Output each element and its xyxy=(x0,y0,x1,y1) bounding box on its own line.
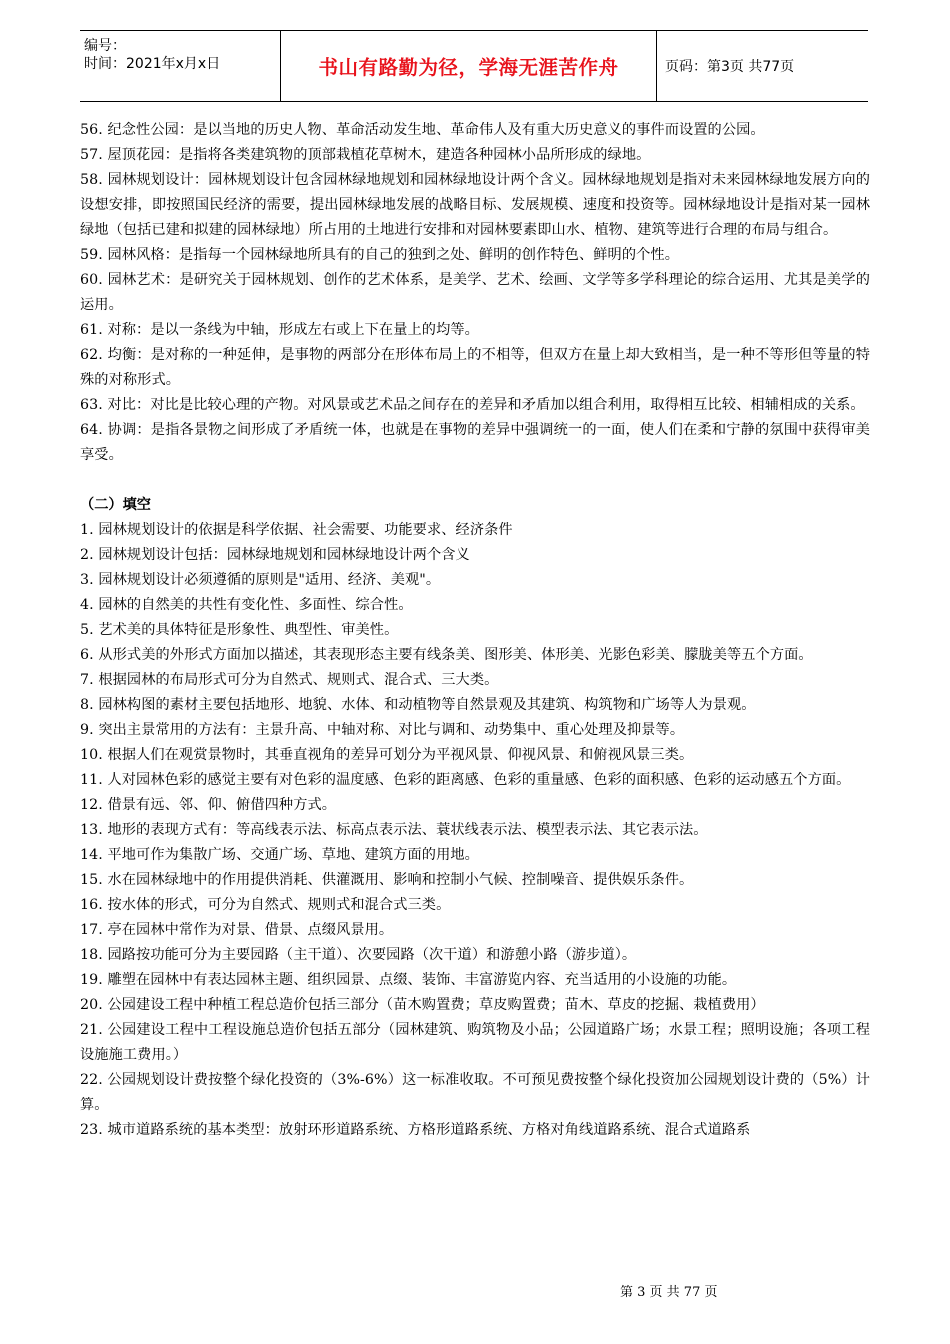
fill-blank-item: 11. 人对园林色彩的感觉主要有对色彩的温度感、色彩的距离感、色彩的重量感、色彩的面积感、色彩的运动感五个方面。 xyxy=(80,772,851,788)
fill-blank-item: 16. 按水体的形式，可分为自然式、规则式和混合式三类。 xyxy=(80,897,451,913)
fill-blank-item: 23. 城市道路系统的基本类型：放射环形道路系统、方格形道路系统、方格对角线道路系统、混合式道路系 xyxy=(80,1122,751,1138)
document-time-label: 时间：2021年x月x日 xyxy=(84,56,221,72)
fill-blank-item: 19. 雕塑在园林中有表达园林主题、组织园景、点缀、装饰、丰富游览内容、充当适用的小设施的功能。 xyxy=(80,972,737,988)
fill-blank-item: 15. 水在园林绿地中的作用提供消耗、供灌溉用、影响和控制小气候、控制噪音、提供娱乐条件。 xyxy=(80,872,694,888)
definition-62: 62. 均衡：是对称的一种延伸，是事物的两部分在形体布局上的不相等，但双方在量上却大致相当，是一种不等形但等量的特殊的对称形式。 xyxy=(80,347,870,388)
page-header xyxy=(80,30,868,102)
fill-blank-item: 21. 公园建设工程中工程设施总造价包括五部分（园林建筑、购筑物及小品；公园道路广场；水景工程；照明设施；各项工程设施施工费用。） xyxy=(80,1022,870,1063)
fill-blank-item: 20. 公园建设工程中种植工程总造价包括三部分（苗木购置费；草皮购置费；苗木、草皮的挖掘、栽植费用） xyxy=(80,997,765,1013)
header-page-info: 页码：第3页 共77页 xyxy=(665,59,795,75)
definition-59: 59. 园林风格：是指每一个园林绿地所具有的自己的独到之处、鲜明的创作特色、鲜明的个性。 xyxy=(80,247,679,263)
fill-blank-item: 2. 园林规划设计包括：园林绿地规划和园林绿地设计两个含义 xyxy=(80,547,470,563)
fill-blank-item: 9. 突出主景常用的方法有：主景升高、中轴对称、对比与调和、动势集中、重心处理及抑景等。 xyxy=(80,722,685,738)
section-title-fill-blank: （二）填空 xyxy=(80,497,151,513)
fill-blank-item: 12. 借景有远、邻、仰、俯借四种方式。 xyxy=(80,797,337,813)
document-number-label: 编号： xyxy=(84,38,126,54)
definition-63: 63. 对比：对比是比较心理的产物。对风景或艺术品之间存在的差异和矛盾加以组合利用，取得相互比较、相辅相成的关系。 xyxy=(80,397,865,413)
fill-blank-item: 3. 园林规划设计必须遵循的原则是"适用、经济、美观"。 xyxy=(80,572,441,588)
section-spacer xyxy=(80,468,870,493)
page-footer: 第 3 页 共 77 页 xyxy=(620,1285,718,1300)
fill-blank-item: 8. 园林构图的素材主要包括地形、地貌、水体、和动植物等自然景观及其建筑、构筑物和广场等人为景观。 xyxy=(80,697,756,713)
header-meta xyxy=(80,31,280,101)
fill-blank-item: 4. 园林的自然美的共性有变化性、多面性、综合性。 xyxy=(80,597,413,613)
header-motto: 书山有路勤为径，学海无涯苦作舟 xyxy=(280,31,657,101)
fill-blank-item: 1. 园林规划设计的依据是科学依据、社会需要、功能要求、经济条件 xyxy=(80,522,513,538)
definition-57: 57. 屋顶花园：是指将各类建筑物的顶部栽植花草树木，建造各种园林小品所形成的绿地。 xyxy=(80,147,651,163)
document-body xyxy=(80,118,870,1143)
definition-60: 60. 园林艺术：是研究关于园林规划、创作的艺术体系，是美学、艺术、绘画、文学等多学科理论的综合运用、尤其是美学的运用。 xyxy=(80,272,870,313)
fill-blank-item: 17. 亭在园林中常作为对景、借景、点缀风景用。 xyxy=(80,922,394,938)
fill-blank-item: 22. 公园规划设计费按整个绿化投资的（3%-6%）这一标准收取。不可预见费按整个绿化投资加公园规划设计费的（5%）计算。 xyxy=(80,1072,870,1113)
definition-56: 56. 纪念性公园：是以当地的历史人物、革命活动发生地、革命伟人及有重大历史意义的事件而设置的公园。 xyxy=(80,122,765,138)
definition-64: 64. 协调：是指各景物之间形成了矛盾统一体，也就是在事物的差异中强调统一的一面，使人们在柔和宁静的氛围中获得审美享受。 xyxy=(80,422,870,463)
fill-blank-item: 6. 从形式美的外形式方面加以描述，其表现形态主要有线条美、图形美、体形美、光影色彩美、朦胧美等五个方面。 xyxy=(80,647,813,663)
fill-blank-item: 7. 根据园林的布局形式可分为自然式、规则式、混合式、三大类。 xyxy=(80,672,499,688)
definition-61: 61. 对称：是以一条线为中轴，形成左右或上下在量上的均等。 xyxy=(80,322,479,338)
fill-blank-item: 14. 平地可作为集散广场、交通广场、草地、建筑方面的用地。 xyxy=(80,847,479,863)
definition-58: 58. 园林规划设计：园林规划设计包含园林绿地规划和园林绿地设计两个含义。园林绿地规划是指对未来园林绿地发展方向的设想安排，即按照国民经济的需要，提出园林绿地发展的战略目标、发展规模、速度和投资等。园林绿地设计是指对某一园林绿地（包括已建和拟建的园林绿地）所占用的土地进行安排和对园林要素即山水、植物、建筑等进行合理的布局与组合。 xyxy=(80,172,870,238)
fill-blank-item: 5. 艺术美的具体特征是形象性、典型性、审美性。 xyxy=(80,622,399,638)
fill-blank-item: 18. 园路按功能可分为主要园路（主干道）、次要园路（次干道）和游憩小路（游步道）。 xyxy=(80,947,637,963)
fill-blank-item: 10. 根据人们在观赏景物时，其垂直视角的差异可划分为平视风景、仰视风景、和俯视风景三类。 xyxy=(80,747,694,763)
fill-blank-item: 13. 地形的表现方式有：等高线表示法、标高点表示法、蓑状线表示法、模型表示法、其它表示法。 xyxy=(80,822,708,838)
